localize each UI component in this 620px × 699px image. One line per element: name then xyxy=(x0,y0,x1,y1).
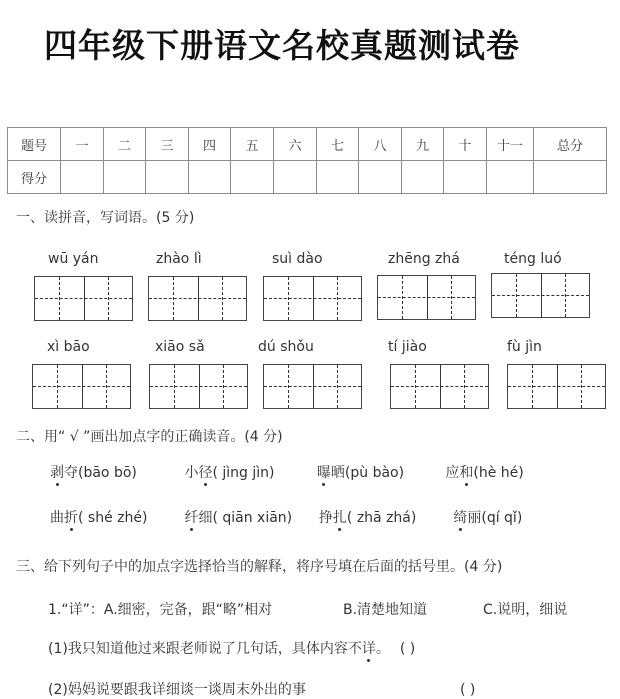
column-header: 八 xyxy=(359,128,402,161)
pinyin-options[interactable]: ( shé zhé) xyxy=(78,510,148,526)
dotted-char: 剥 xyxy=(50,462,64,482)
score-cell[interactable] xyxy=(359,161,402,194)
section-2-heading: 二、用“ √ ”画出加点字的正确读音。(4 分) xyxy=(16,429,283,445)
pinyin-label: tí jiào xyxy=(388,339,427,355)
score-cell[interactable] xyxy=(274,161,317,194)
pinyin-options[interactable]: ( jìng jìn) xyxy=(212,465,275,481)
score-cell[interactable] xyxy=(61,161,104,194)
column-header: 七 xyxy=(317,128,359,161)
column-header-total: 总分 xyxy=(534,128,607,161)
dotted-char: 绮 xyxy=(453,507,467,527)
pinyin-label: wū yán xyxy=(48,251,99,267)
writing-grid[interactable] xyxy=(507,364,606,409)
dotted-char: 折 xyxy=(64,507,78,527)
pinyin-options[interactable]: (hè hé) xyxy=(473,465,524,481)
reading-row-2 xyxy=(50,507,522,527)
pinyin-label: zhēng zhá xyxy=(388,251,460,267)
column-header: 九 xyxy=(402,128,444,161)
dotted-char: 纤 xyxy=(184,507,198,527)
reading-item: 曲折( shé zhé) xyxy=(50,507,180,527)
score-cell[interactable] xyxy=(231,161,274,194)
score-cell[interactable] xyxy=(317,161,359,194)
pinyin-label: xì bāo xyxy=(47,339,90,355)
writing-grid[interactable] xyxy=(34,276,133,321)
writing-grid[interactable] xyxy=(148,276,247,321)
pinyin-label: xiāo sǎ xyxy=(155,339,205,355)
column-header: 四 xyxy=(189,128,231,161)
section-3-heading: 三、给下列句子中的加点字选择恰当的解释，将序号填在后面的括号里。(4 分) xyxy=(16,559,503,575)
score-cell[interactable] xyxy=(402,161,444,194)
column-header: 三 xyxy=(146,128,189,161)
dotted-char: 径 xyxy=(198,462,212,482)
section-1-heading: 一、读拼音，写词语。(5 分) xyxy=(16,210,195,226)
column-header: 二 xyxy=(104,128,146,161)
score-cell[interactable] xyxy=(189,161,231,194)
column-header: 十 xyxy=(444,128,487,161)
score-cell[interactable] xyxy=(104,161,146,194)
score-cell-total[interactable] xyxy=(534,161,607,194)
dotted-char: 和 xyxy=(459,462,473,482)
pinyin-label: fù jìn xyxy=(507,339,542,355)
score-cell[interactable] xyxy=(146,161,189,194)
reading-item: 纤细( qiān xiān) xyxy=(184,507,314,527)
score-table xyxy=(7,127,607,194)
reading-item: 绮丽(qí qǐ) xyxy=(453,507,522,527)
writing-grid[interactable] xyxy=(491,273,590,318)
sentence-1: (1)我只知道他过来跟老师说了几句话，具体内容不详。 ( ) xyxy=(48,638,415,658)
question-1-prompt xyxy=(48,599,567,619)
writing-grid[interactable] xyxy=(263,276,362,321)
writing-grid[interactable] xyxy=(149,364,248,409)
writing-grid[interactable] xyxy=(263,364,362,409)
column-header: 一 xyxy=(61,128,104,161)
dotted-char: 曝 xyxy=(317,462,331,482)
dotted-char: 扎 xyxy=(333,507,347,527)
score-cell[interactable] xyxy=(444,161,487,194)
sentence-2: (2)妈妈说要跟我详细谈一谈周末外出的事 ( ) xyxy=(48,682,476,698)
pinyin-label: téng luó xyxy=(504,251,562,267)
reading-item: 小径( jìng jìn) xyxy=(184,462,312,482)
reading-item: 挣扎( zhā zhá) xyxy=(319,507,449,527)
row-label-question-number: 题号 xyxy=(8,128,61,161)
answer-blank[interactable]: ( ) xyxy=(460,682,476,698)
column-header: 六 xyxy=(274,128,317,161)
page-title: 四年级下册语文名校真题测试卷 xyxy=(44,26,520,65)
score-table-header-row xyxy=(8,128,607,161)
writing-grid[interactable] xyxy=(390,364,489,409)
dotted-char: 详 xyxy=(362,638,376,658)
answer-blank[interactable]: ( ) xyxy=(399,641,416,657)
reading-item: 应和(hè hé) xyxy=(445,462,523,482)
pinyin-options[interactable]: ( zhā zhá) xyxy=(346,510,417,526)
score-table-score-row xyxy=(8,161,607,194)
column-header: 十一 xyxy=(487,128,534,161)
column-header: 五 xyxy=(231,128,274,161)
pinyin-options[interactable]: (qí qǐ) xyxy=(481,510,523,526)
writing-grid[interactable] xyxy=(377,275,476,320)
pinyin-options[interactable]: (bāo bō) xyxy=(78,465,137,481)
pinyin-label: zhào lì xyxy=(156,251,202,267)
row-label-score: 得分 xyxy=(8,161,61,194)
writing-grid[interactable] xyxy=(32,364,131,409)
score-cell[interactable] xyxy=(487,161,534,194)
reading-item: 剥夺(bāo bō) xyxy=(50,462,180,482)
reading-row-1 xyxy=(50,462,524,482)
pinyin-options[interactable]: ( qiān xiān) xyxy=(212,510,293,526)
reading-item: 曝晒(pù bào) xyxy=(317,462,441,482)
pinyin-options[interactable]: (pù bào) xyxy=(344,465,405,481)
pinyin-label: suì dào xyxy=(272,251,323,267)
option-c: C.说明，细说 xyxy=(483,602,568,618)
option-b: B.清楚地知道 xyxy=(343,602,428,618)
option-a: 1.“详”：A.细密，完备，跟“略”相对 xyxy=(48,602,273,618)
pinyin-label: dú shǒu xyxy=(258,339,314,355)
